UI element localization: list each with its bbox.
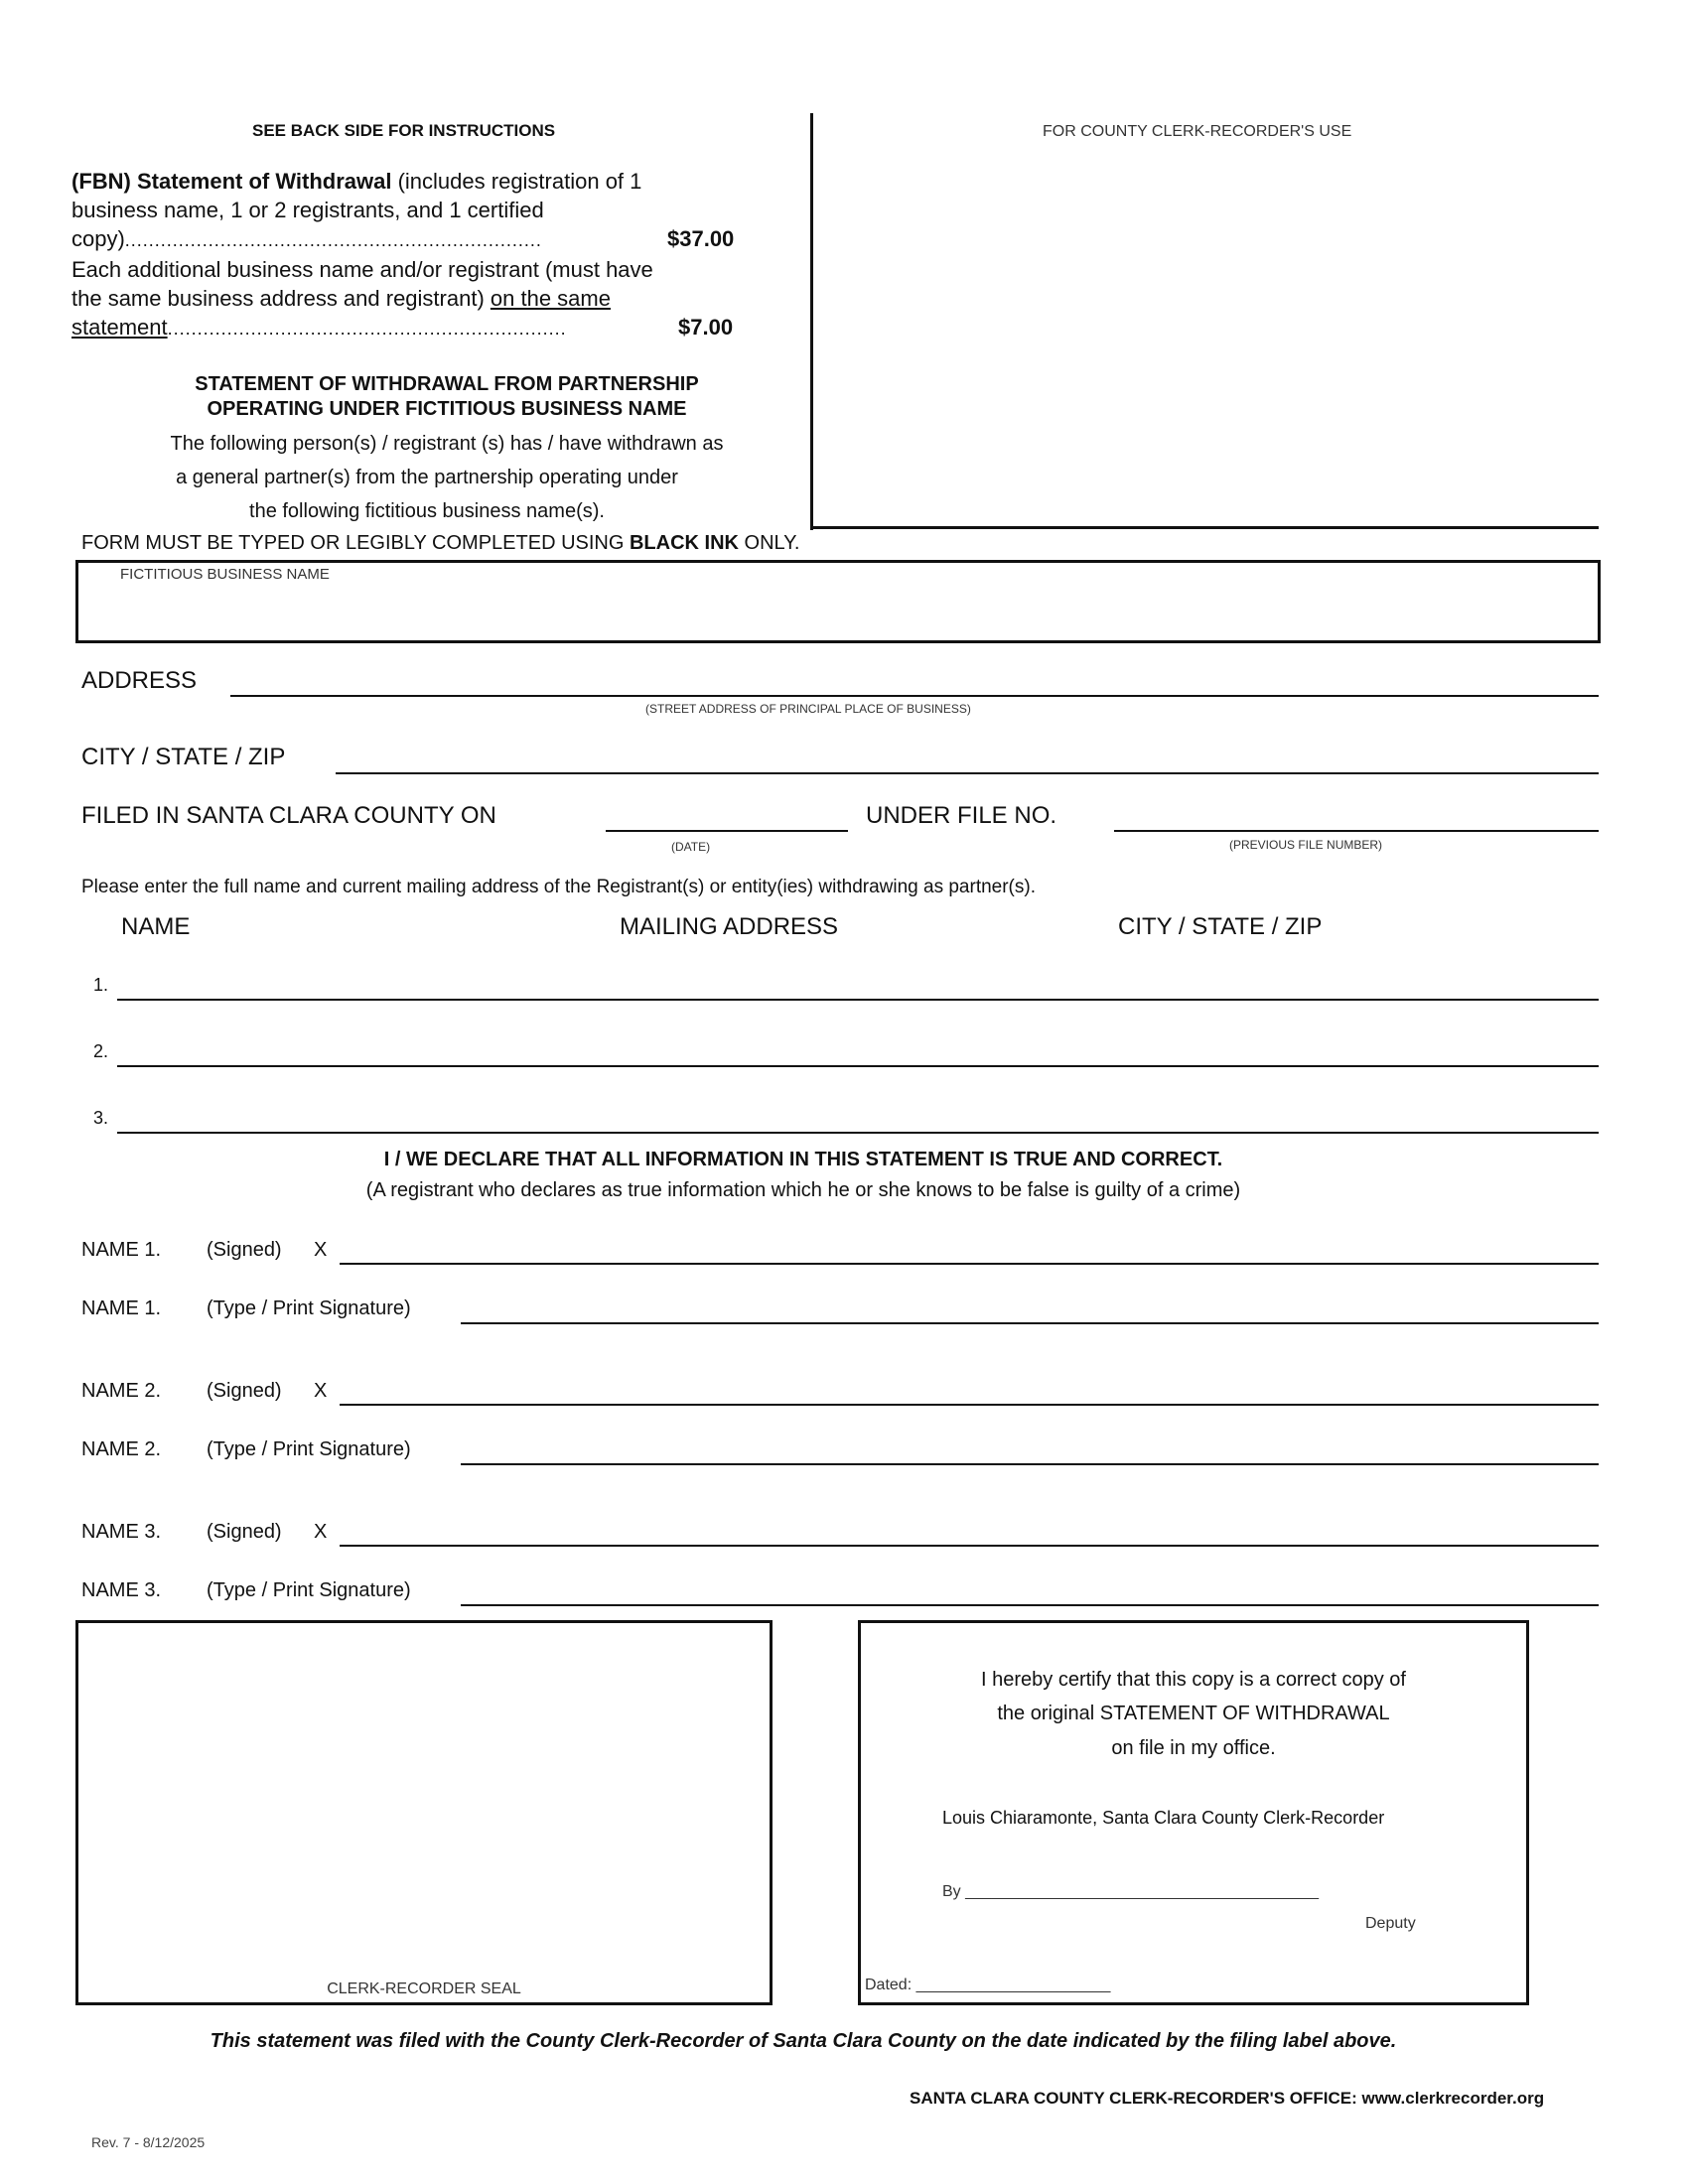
fee-block <box>71 167 767 343</box>
registrant-row-3-field[interactable] <box>117 1132 1599 1134</box>
certification-box <box>858 1620 1529 2005</box>
print-signature-1-field[interactable] <box>461 1322 1599 1324</box>
fee-title: (FBN) Statement of Withdrawal <box>71 169 392 194</box>
clerk-use-label: FOR COUNTY CLERK-RECORDER'S USE <box>1043 123 1352 140</box>
print-signature-label: (Type / Print Signature) <box>207 1297 411 1319</box>
statement-body-2: a general partner(s) from the partnership operating under <box>176 467 678 488</box>
recorder-name: Louis Chiaramonte, Santa Clara County Clerk-Recorder <box>942 1808 1385 1828</box>
registrant-row-2-field[interactable] <box>117 1065 1599 1067</box>
fee-line5-underlined: on the same <box>490 286 611 311</box>
filed-date-caption: (DATE) <box>671 840 711 854</box>
declaration-subtext: (A registrant who declares as true information which he or she knows to be false is guilty of a crime) <box>365 1179 1241 1201</box>
address-label: ADDRESS <box>81 667 198 694</box>
col-address-header: MAILING ADDRESS <box>620 913 839 940</box>
clerk-office-website: SANTA CLARA COUNTY CLERK-RECORDER'S OFFICE: www.clerkrecorder.org <box>910 2089 1545 2108</box>
filed-date-field[interactable] <box>606 830 848 832</box>
signature-x-mark: X <box>314 1380 328 1402</box>
fee-line6-underlined: statement <box>71 315 168 340</box>
address-field[interactable] <box>230 695 1599 697</box>
signature-name-label: NAME 1. <box>81 1239 162 1261</box>
ink-notice-bold: BLACK INK <box>629 532 739 554</box>
fictitious-business-name-label: FICTITIOUS BUSINESS NAME <box>120 566 330 583</box>
statement-heading-2: OPERATING UNDER FICTITIOUS BUSINESS NAME <box>207 398 687 420</box>
fee-line5: the same business address and registrant) <box>71 286 491 311</box>
signed-label: (Signed) <box>207 1380 282 1402</box>
certify-line-3: on file in my office. <box>1111 1737 1276 1759</box>
print-signature-label: (Type / Print Signature) <box>207 1579 411 1601</box>
signature-3-field[interactable] <box>340 1545 1599 1547</box>
clerk-recorder-seal-box <box>75 1620 773 2005</box>
signature-2-field[interactable] <box>340 1404 1599 1406</box>
clerk-area-divider <box>810 113 813 530</box>
declaration-heading: I / WE DECLARE THAT ALL INFORMATION IN THIS STATEMENT IS TRUE AND CORRECT. <box>383 1149 1223 1170</box>
revision-label: Rev. 7 - 8/12/2025 <box>91 2134 206 2150</box>
address-caption: (STREET ADDRESS OF PRINCIPAL PLACE OF BUSINESS) <box>645 702 971 716</box>
ink-notice-pre: FORM MUST BE TYPED OR LEGIBLY COMPLETED USING <box>81 532 630 554</box>
fee-line3-dots: ...................................................................... <box>124 230 542 250</box>
clerk-area-bottom-rule <box>810 526 1599 529</box>
print-signature-2-field[interactable] <box>461 1463 1599 1465</box>
registrant-row-number: 3. <box>93 1108 109 1128</box>
registrant-row-number: 1. <box>93 975 109 995</box>
fee-amount-1: $37.00 <box>667 226 735 251</box>
file-number-label: UNDER FILE NO. <box>866 802 1057 829</box>
ink-notice <box>81 532 799 555</box>
signature-name-label: NAME 1. <box>81 1297 162 1319</box>
signed-label: (Signed) <box>207 1521 282 1543</box>
print-signature-3-field[interactable] <box>461 1604 1599 1606</box>
fee-line4: Each additional business name and/or registrant (must have <box>71 257 653 282</box>
see-back-instructions: SEE BACK SIDE FOR INSTRUCTIONS <box>252 121 556 140</box>
col-name-header: NAME <box>121 913 191 940</box>
ink-notice-post: ONLY. <box>738 532 800 554</box>
certify-line-2: the original STATEMENT OF WITHDRAWAL <box>997 1703 1390 1724</box>
file-number-caption: (PREVIOUS FILE NUMBER) <box>1229 838 1383 852</box>
fee-amount-2: $7.00 <box>678 315 734 340</box>
seal-label: CLERK-RECORDER SEAL <box>327 1980 521 1997</box>
city-state-zip-label: CITY / STATE / ZIP <box>81 744 286 770</box>
file-number-field[interactable] <box>1114 830 1599 832</box>
deputy-by-line[interactable]: By ________________________________________ <box>942 1883 1320 1900</box>
signature-name-label: NAME 2. <box>81 1438 162 1460</box>
dated-line[interactable]: Dated: ______________________ <box>865 1977 1111 1993</box>
print-signature-label: (Type / Print Signature) <box>207 1438 411 1460</box>
signature-x-mark: X <box>314 1521 328 1543</box>
signature-name-label: NAME 3. <box>81 1521 162 1543</box>
registrant-row-number: 2. <box>93 1041 109 1061</box>
signature-name-label: NAME 2. <box>81 1380 162 1402</box>
signature-x-mark: X <box>314 1239 328 1261</box>
fee-line1: (includes registration of 1 <box>391 169 642 194</box>
fee-line3: copy) <box>71 226 125 251</box>
signature-name-label: NAME 3. <box>81 1579 162 1601</box>
deputy-label: Deputy <box>1365 1915 1416 1932</box>
registrants-instruction: Please enter the full name and current mailing address of the Registrant(s) or entity(ies) withdrawing as partner(s). <box>81 877 1036 897</box>
fictitious-business-name-box[interactable] <box>75 560 1601 643</box>
signature-1-field[interactable] <box>340 1263 1599 1265</box>
signed-label: (Signed) <box>207 1239 282 1261</box>
col-city-header: CITY / STATE / ZIP <box>1118 913 1323 940</box>
registrant-row-1-field[interactable] <box>117 999 1599 1001</box>
statement-heading-1: STATEMENT OF WITHDRAWAL FROM PARTNERSHIP <box>195 373 699 395</box>
filing-footer-statement: This statement was filed with the County Clerk-Recorder of Santa Clara County on the date indicated by the filing label above. <box>210 2030 1397 2052</box>
city-state-zip-field[interactable] <box>336 772 1599 774</box>
certify-line-1: I hereby certify that this copy is a correct copy of <box>981 1669 1406 1691</box>
fee-line2: business name, 1 or 2 registrants, and 1 certified <box>71 198 544 222</box>
fee-line6-dots: ................................................................... <box>167 319 567 339</box>
filed-county-label: FILED IN SANTA CLARA COUNTY ON <box>81 802 496 829</box>
statement-body-3: the following fictitious business name(s). <box>249 500 605 522</box>
statement-body-1: The following person(s) / registrant (s) has / have withdrawn as <box>170 433 724 455</box>
